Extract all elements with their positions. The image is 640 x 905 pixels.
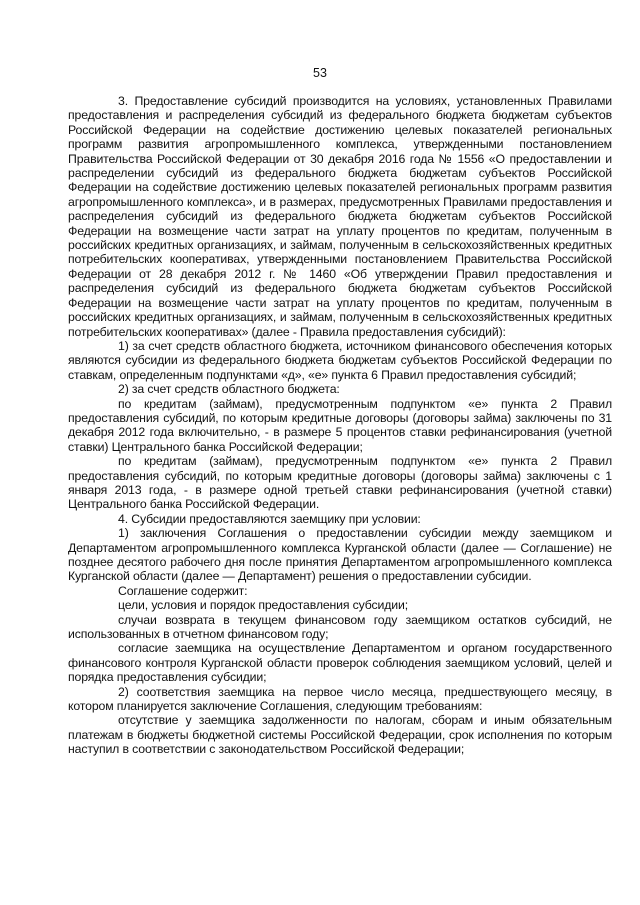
paragraph: случаи возврата в текущем финансовом году заемщиком остатков субсидий, не использованных в отчетном финансовом году; bbox=[68, 612, 612, 642]
document-body bbox=[68, 94, 612, 757]
paragraph: 2) соответствия заемщика на первое число месяца, предшествующего месяцу, в котором планируется заключение Соглашения, следующим требованиям: bbox=[68, 684, 612, 714]
paragraph: Соглашение содержит: bbox=[118, 583, 248, 598]
paragraph: 1) заключения Соглашения о предоставлении субсидии между заемщиком и Департаментом агропромышленного комплекса Курганской области (далее — Соглашение) не позднее десятого рабочего дня после принятия Департаментом агропромышленного комплекса Курганской области (далее — Департамент) решения о предоставлении субсидии. bbox=[68, 526, 612, 584]
paragraph: по кредитам (займам), предусмотренным подпунктом «е» пункта 2 Правил предоставления субсидий, по которым кредитные договоры (договоры займа) заключены по 31 декабря 2012 года включительно, - в размере 5 процентов ставки рефинансирования (учетной ставки) Центрального банка Российской Федерации; bbox=[68, 396, 612, 454]
paragraph: 1) за счет средств областного бюджета, источником финансового обеспечения которых являются субсидии из федерального бюджета бюджетам субъектов Российской Федерации по ставкам, определенным подпунктами «д», «е» пункта 6 Правил предоставления субсидий; bbox=[68, 338, 612, 382]
paragraph: 2) за счет средств областного бюджета: bbox=[118, 382, 340, 397]
paragraph: по кредитам (займам), предусмотренным подпунктом «е» пункта 2 Правил предоставления субсидий, по которым кредитные договоры (договоры займа) заключены с 1 января 2013 года, - в размере одной третьей ставки рефинансирования (учетной ставки) Центрального банка Российской Федерации. bbox=[68, 454, 612, 512]
paragraph: цели, условия и порядок предоставления субсидии; bbox=[118, 598, 409, 613]
page-number: 53 bbox=[313, 66, 327, 80]
paragraph: 4. Субсидии предоставляются заемщику при условии: bbox=[118, 511, 421, 526]
paragraph: отсутствие у заемщика задолженности по налогам, сборам и иным обязательным платежам в бюджеты бюджетной системы Российской Федерации, срок исполнения по которым наступил в соответствии с законодательством Российской Федерации; bbox=[68, 713, 612, 757]
paragraph: согласие заемщика на осуществление Департаментом и органом государственного финансового контроля Курганской области проверок соблюдения заемщиком условий, целей и порядка предоставления субсидии; bbox=[68, 641, 612, 685]
paragraph: 3. Предоставление субсидий производится на условиях, установленных Правилами предоставления и распределения субсидий из федерального бюджета бюджетам субъектов Российской Федерации на содействие достижению целевых показателей региональных программ развития агропромышленного комплекса, утвержденными постановлением Правительства Российской Федерации от 30 декабря 2016 года № 1556 «О предоставлении и распределении субсидий из федерального бюджета бюджетам субъектов Российской Федерации на содействие достижению целевых показателей региональных программ развития агропромышленного комплекса», и в размерах, предусмотренных Правилами предоставления и распределения субсидий из федерального бюджета бюджетам субъектов Российской Федерации на возмещение части затрат на уплату процентов по кредитам, полученным в российских кредитных организациях, и займам, полученным в сельскохозяйственных кредитных потребительских кооперативах, утвержденными постановлением Правительства Российской Федерации от 28 декабря 2012 г. № 1460 «Об утверждении Правил предоставления и распределения субсидий из федерального бюджета бюджетам субъектов Российской Федерации на возмещение части затрат на уплату процентов по кредитам, полученным в российских кредитных организациях, и займам, полученным в сельскохозяйственных кредитных потребительских кооперативах» (далее - Правила предоставления субсидий): bbox=[68, 94, 612, 339]
